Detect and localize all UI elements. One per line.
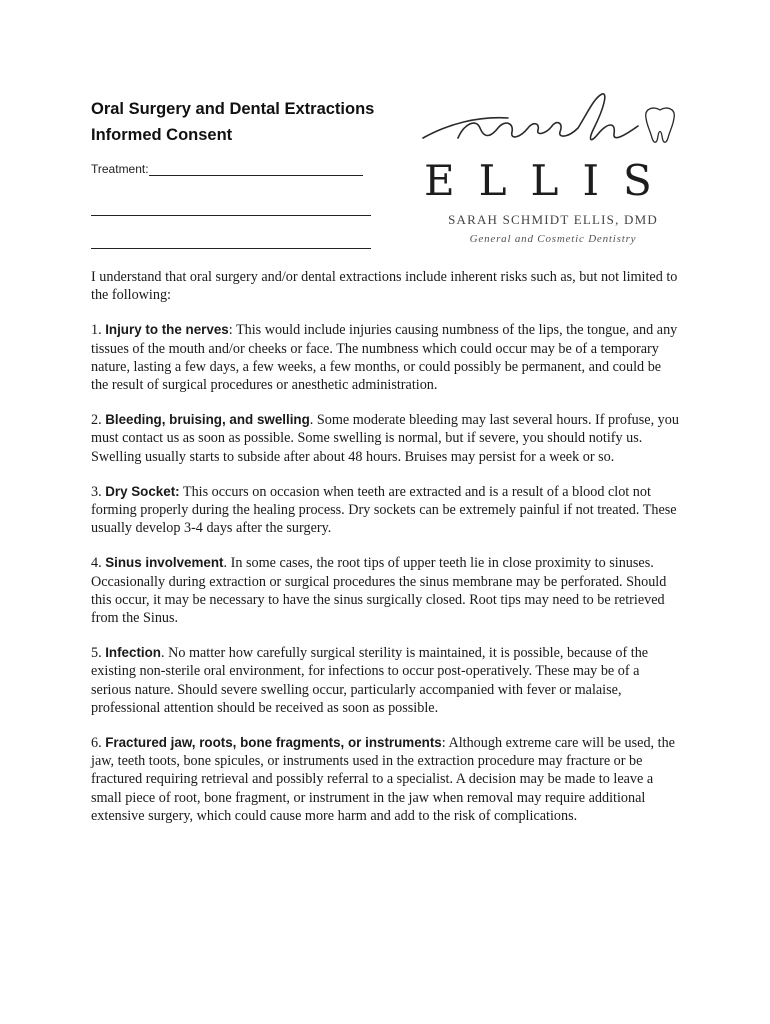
item-heading: Bleeding, bruising, and swelling [105, 412, 310, 428]
treatment-input-line[interactable] [149, 164, 363, 176]
item-number: 2. [91, 412, 102, 429]
tooth-icon [646, 108, 675, 142]
item-text: . No matter how carefully surgical sterility is maintained, it is possible, because of the existing non-sterile oral environment, for infections to occur post-operatively. These may be of a serious nature. Should severe swelling occur, particularly accompanied with fever or malaise, professional attention should be received as soon as possible. [91, 645, 649, 716]
item-text: : This would include injuries causing numbness of the lips, the tongue, and any tissues of the mouth and/or cheeks or face. The numbness which could occur may be of a temporary nature, lasting a few days, a few weeks, a few months, or could possibly be permanent, and could be the result of surgical procedures or anesthetic administration. [91, 322, 678, 394]
risk-item [91, 411, 681, 466]
item-heading: Sinus involvement [105, 555, 224, 571]
item-heading: Infection [105, 645, 161, 661]
item-text: . Some moderate bleeding may last several hours. If profuse, you must contact us as soon as possible. Some swelling is normal, but if severe, you should notify us. Swelling usually starts to subside after about 48 hours. Bruises may persist for a week or so. [91, 412, 679, 465]
item-heading: Fractured jaw, roots, bone fragments, or instruments [105, 735, 442, 751]
item-number: 3. [91, 483, 102, 500]
intro-paragraph: I understand that oral surgery and/or dental extractions include inherent risks such as, but not limited to the following: [91, 269, 678, 304]
script-signature-logo [418, 88, 688, 160]
treatment-label: Treatment: [91, 162, 149, 176]
treatment-line-2[interactable] [91, 215, 371, 216]
risk-item [91, 734, 681, 825]
item-text: This occurs on occasion when teeth are extracted and is a result of a blood clot not forming properly during the healing process. Dry sockets can be extremely painful if not treated. These usually develop 3-4 days after the surgery. [91, 483, 677, 537]
item-number: 4. [91, 555, 102, 572]
brand-name: ELLIS [424, 156, 676, 205]
risk-item [91, 483, 681, 538]
title-line-2: Informed Consent [91, 126, 233, 144]
risk-item [91, 321, 681, 394]
item-number: 5. [91, 645, 102, 662]
item-heading: Injury to the nerves [105, 322, 229, 338]
treatment-field [91, 162, 363, 176]
treatment-line-3[interactable] [91, 248, 371, 249]
title-line-1: Oral Surgery and Dental Extractions [91, 100, 375, 118]
item-heading: Dry Socket: [105, 483, 180, 499]
item-number: 6. [91, 735, 102, 752]
item-number: 1. [91, 322, 102, 339]
risk-item [91, 644, 681, 717]
doctor-name: SARAH SCHMIDT ELLIS, DMD [448, 212, 658, 227]
document-title [91, 96, 421, 148]
risk-item [91, 554, 681, 627]
item-text: : Although extreme care will be used, the jaw, teeth toots, bone spicules, or instruments used in the extraction procedure may fracture or be fractured requiring retrieval and possibly referral to a specialist. A decision may be made to leave a small piece of root, bone fragment, or instrument in the jaw when removal may require additional extensive surgery, which could cause more harm and add to the risk of complications. [91, 735, 675, 824]
item-text: . In some cases, the root tips of upper teeth lie in close proximity to sinuses. Occasionally during extraction or surgical procedures the sinus membrane may be perforated. Should this occur, it may be necessary to have the sinus surgically closed. Root tips may need to be retrieved from the Sinus. [91, 555, 667, 627]
practice-tagline: General and Cosmetic Dentistry [469, 233, 637, 245]
consent-body [91, 268, 681, 842]
